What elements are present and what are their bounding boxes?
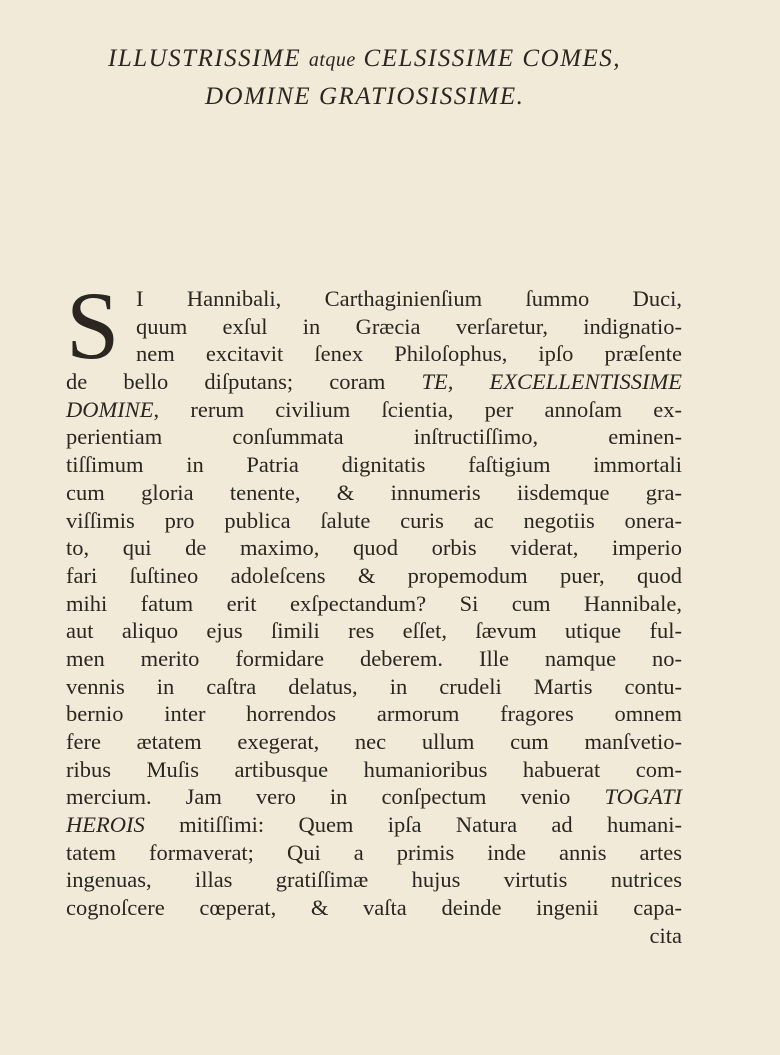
text-line: ingenuas, illas gratiſſimæ hujus virtutis nutrices: [66, 867, 682, 893]
text-line: men merito formidare deberem. Ille namque no-: [66, 645, 682, 671]
text-line: [66, 368, 682, 396]
text-line: [66, 811, 682, 839]
text-line: perientiam conſummata inſtructiſſimo, eminen-: [66, 424, 682, 450]
text-line: ribus Muſis artibusque humanioribus habuerat com-: [66, 756, 682, 782]
italic-text-run: TE, EXCELLENTISSIME: [421, 369, 682, 395]
text-line: [66, 783, 682, 811]
text-line: mihi fatum erit exſpectandum? Si cum Hannibale,: [66, 590, 682, 616]
text-line: cum gloria tenente, & innumeris iisdemque gra-: [66, 479, 682, 505]
text-line: [66, 396, 682, 424]
text-line: fari ſuſtineo adoleſcens & propemodum puer, quod: [66, 562, 682, 588]
text-line: tatem formaverat; Qui a primis inde annis artes: [66, 839, 682, 865]
drop-cap-initial: S: [66, 286, 120, 370]
heading-words-celsissime-comes: CELSISSIME COMES,: [363, 45, 621, 72]
heading-word-atque: atque: [308, 49, 356, 71]
text-line: bernio inter horrendos armorum fragores omnem: [66, 701, 682, 727]
italic-text-run: HEROIS: [66, 812, 145, 838]
text-line: to, qui de maximo, quod orbis viderat, imperio: [66, 535, 682, 561]
dedication-body-text: [66, 285, 682, 950]
italic-text-run: TOGATI: [604, 784, 682, 810]
text-line: vennis in caſtra delatus, in crudeli Martis contu-: [66, 673, 682, 699]
text-line: I Hannibali, Carthaginienſium ſummo Duci,: [136, 286, 682, 311]
heading-word-illustrissime: ILLUSTRISSIME: [108, 45, 302, 72]
text-line: aut aliquo ejus ſimili res eſſet, ſævum utique ful-: [66, 618, 682, 644]
text-line: cognoſcere cœperat, & vaſta deinde ingenii capa-: [66, 895, 682, 921]
text-line: viſſimis pro publica ſalute curis ac negotiis onera-: [66, 507, 682, 533]
text-run: , rerum civilium ſcientia, per annoſam ex-: [153, 396, 682, 422]
text-run: mitiſſimi: Quem ipſa Natura ad humani-: [144, 812, 682, 838]
text-line: nem excitavit ſenex Philoſophus, ipſo præſente: [136, 341, 682, 367]
text-line: fere ætatem exegerat, nec ullum cum manſvetio-: [66, 729, 682, 754]
text-line: tiſſimum in Patria dignitatis faſtigium immortali: [66, 452, 682, 478]
dedication-heading-line-2: DOMINE GRATIOSISSIME.: [205, 83, 525, 110]
italic-text-run: DOMINE: [66, 396, 154, 422]
text-run: de bello diſputans; coram: [66, 369, 422, 395]
text-line: quum exſul in Græcia verſaretur, indignatio-: [136, 313, 682, 339]
text-line: cita: [649, 922, 682, 948]
text-run: mercium. Jam vero in conſpectum venio: [66, 784, 605, 810]
dedication-heading-line-1: [108, 46, 768, 71]
